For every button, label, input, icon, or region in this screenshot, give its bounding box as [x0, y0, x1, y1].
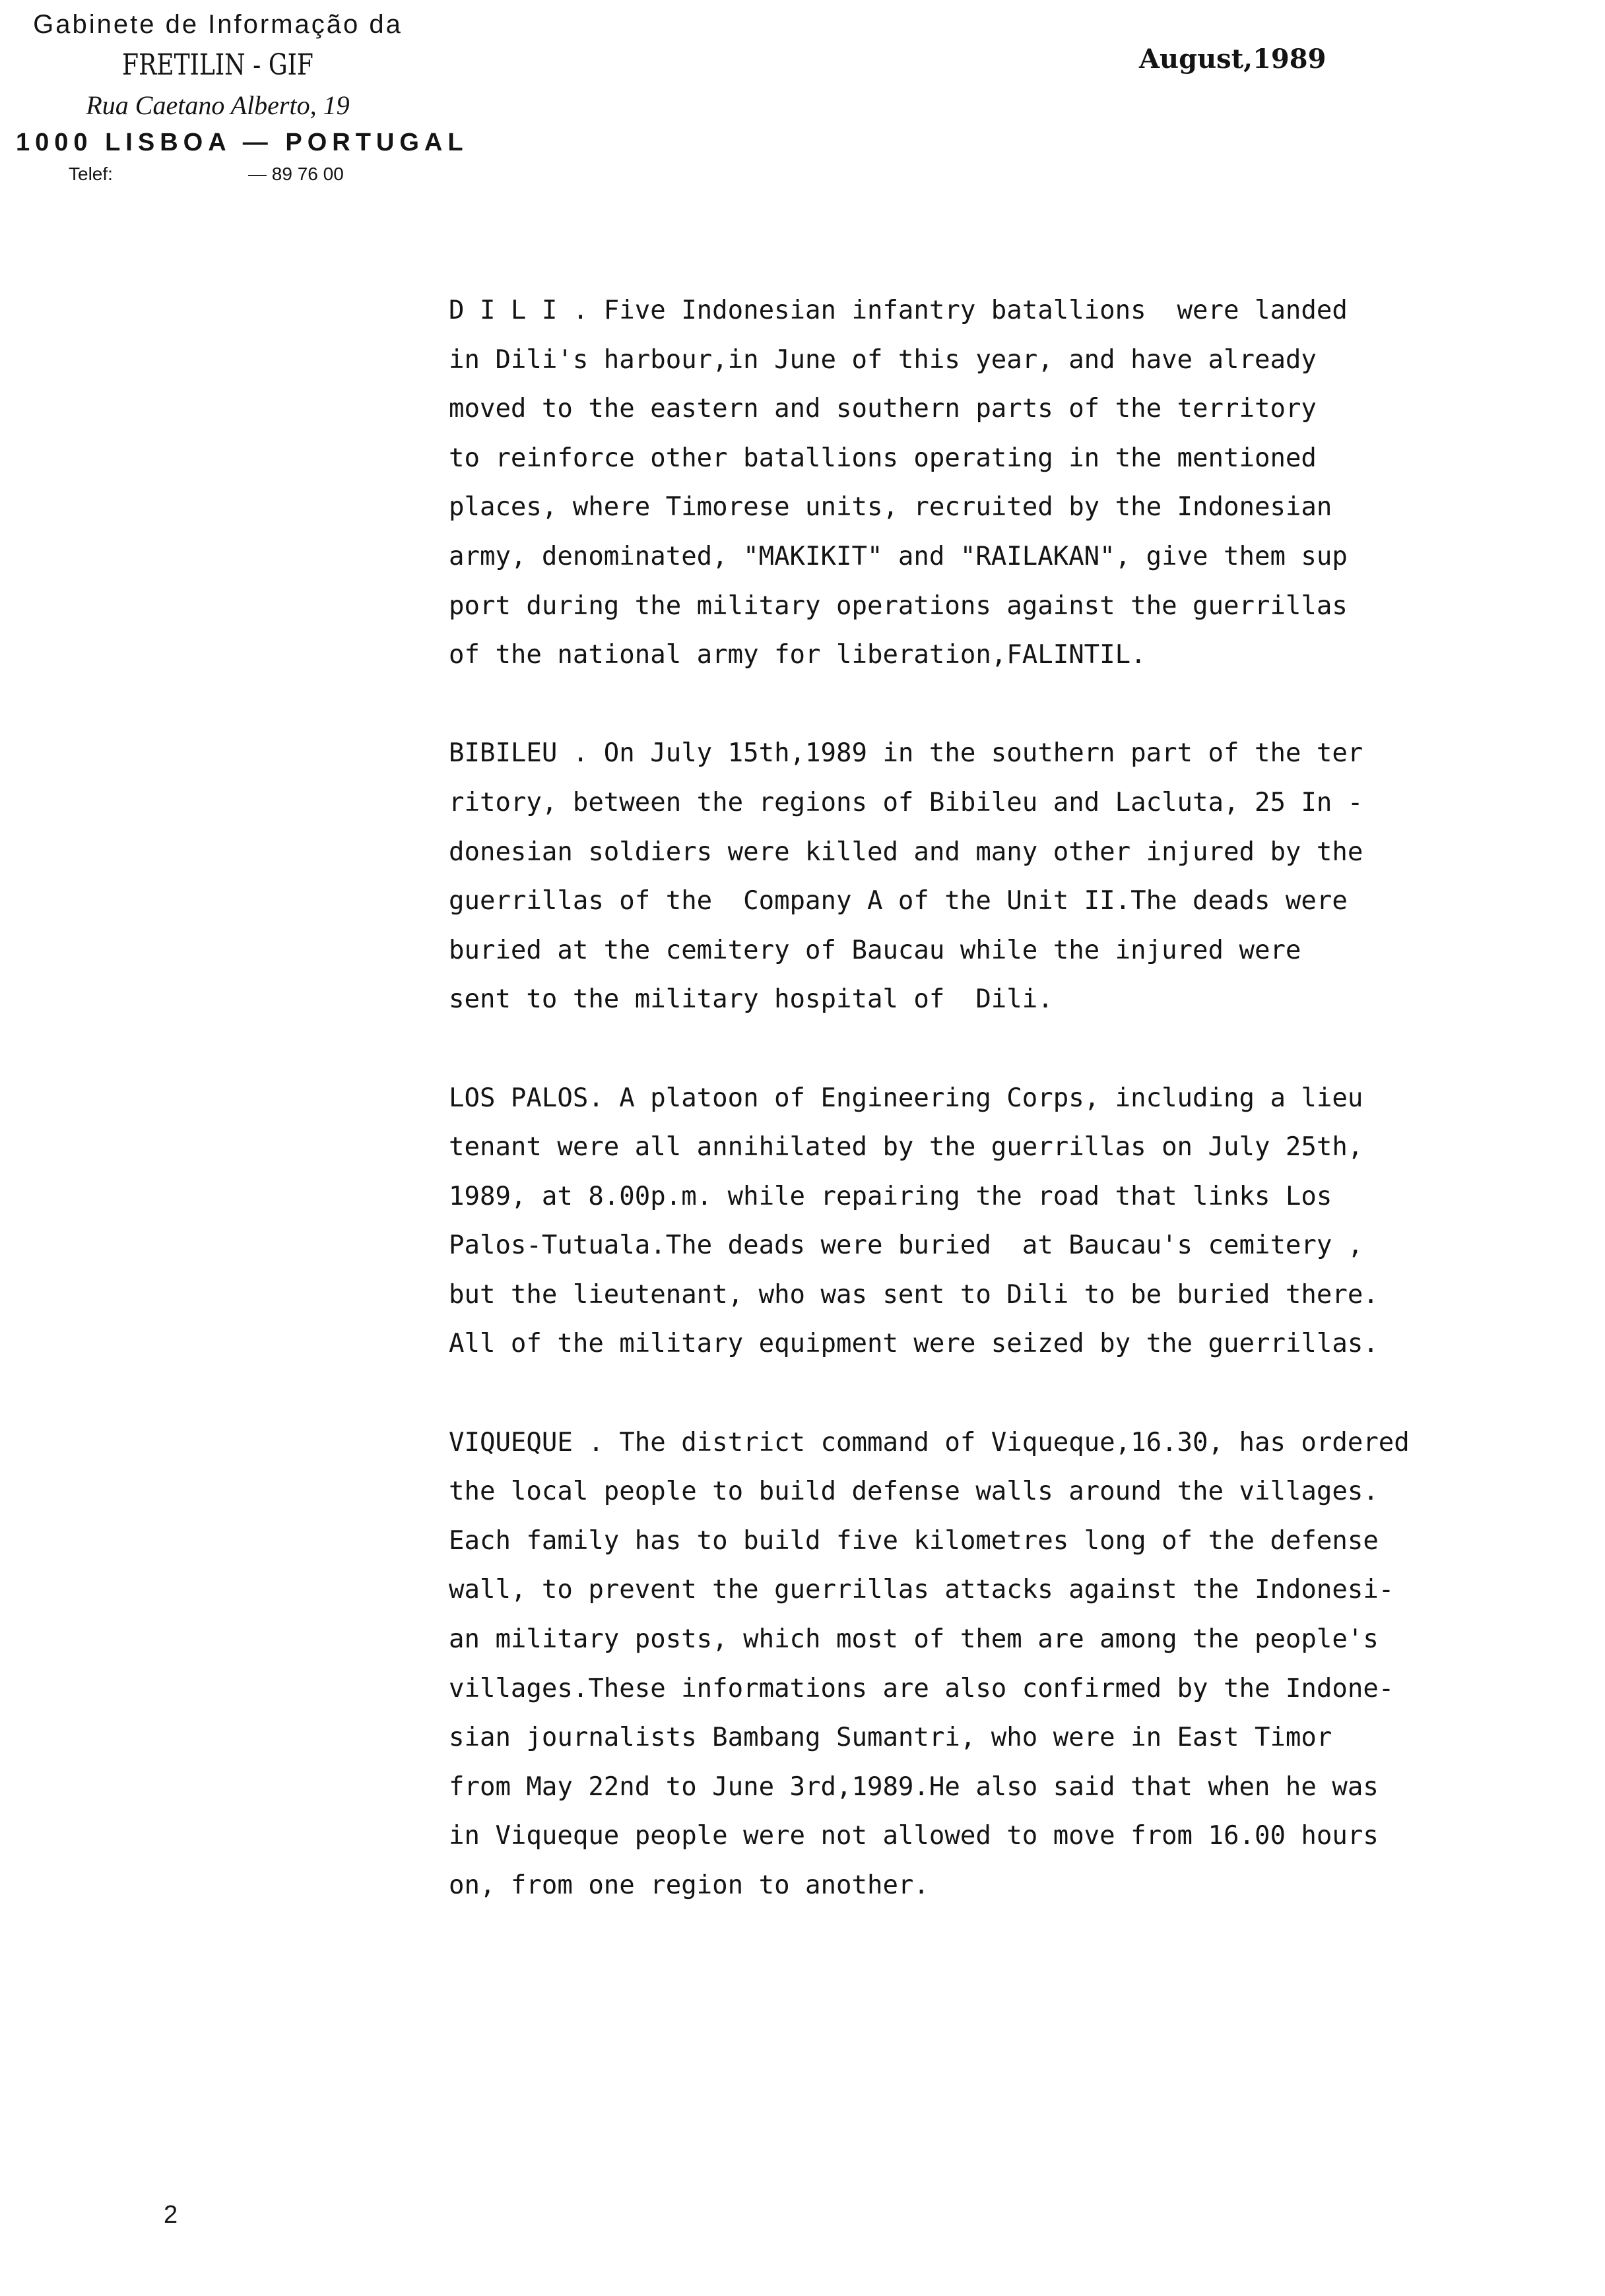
text-line: of the national army for liberation,FALINTIL.: [449, 640, 1146, 670]
text-line: VIQUEQUE . The district command of Viqueque,16.30, has ordered: [449, 1427, 1410, 1457]
paragraph-dili: [449, 286, 1544, 680]
text-line: ritory, between the regions of Bibileu and Lacluta, 25 In -: [449, 787, 1363, 817]
text-line: donesian soldiers were killed and many other injured by the: [449, 837, 1363, 867]
letterhead-stamp: [0, 5, 469, 191]
text-line: on, from one region to another.: [449, 1870, 929, 1900]
text-line: LOS PALOS. A platoon of Engineering Corps, including a lieu: [449, 1083, 1363, 1113]
paragraph-los-palos: [449, 1074, 1544, 1370]
text-line: tenant were all annihilated by the guerrillas on July 25th,: [449, 1132, 1363, 1163]
letterhead-street-address: Rua Caetano Alberto, 19: [86, 90, 350, 120]
text-line: Palos-Tutuala.The deads were buried at Baucau's cemitery ,: [449, 1230, 1363, 1261]
text-line: BIBILEU . On July 15th,1989 in the southern part of the ter: [449, 738, 1363, 769]
letterhead-organization-name: Gabinete de Informação da: [33, 10, 403, 39]
text-line: sent to the military hospital of Dili.: [449, 984, 1053, 1015]
letterhead-phone: [0, 161, 436, 191]
text-line: moved to the eastern and southern parts of the territory: [449, 394, 1317, 424]
text-line: port during the military operations against the guerrillas: [449, 590, 1348, 621]
text-line: an military posts, which most of them are among the people's: [449, 1624, 1379, 1655]
text-line: in Viqueque people were not allowed to move from 16.00 hours: [449, 1821, 1379, 1851]
document-body: [449, 286, 1544, 1960]
text-line: sian journalists Bambang Sumantri, who were in East Timor: [449, 1723, 1332, 1753]
phone-label: Telef:: [69, 164, 113, 184]
document-date: August,1989: [1139, 44, 1327, 75]
text-line: guerrillas of the Company A of the Unit II.The deads were: [449, 886, 1348, 916]
text-line: places, where Timorese units, recruited by the Indonesian: [449, 492, 1332, 523]
text-line: the local people to build defense walls around the villages.: [449, 1477, 1379, 1507]
text-line: D I L I . Five Indonesian infantry batallions were landed: [449, 296, 1348, 325]
phone-number: — 89 76 00: [248, 164, 344, 184]
paragraph-bibileu: [449, 729, 1544, 1025]
text-line: in Dili's harbour,in June of this year, and have already: [449, 344, 1317, 375]
text-line: buried at the cemitery of Baucau while the injured were: [449, 935, 1301, 965]
letterhead-city-country: 1000 LISBOA — PORTUGAL: [16, 129, 469, 156]
text-line: to reinforce other batallions operating in the mentioned: [449, 443, 1317, 473]
text-line: but the lieutenant, who was sent to Dili to be buried there.: [449, 1279, 1379, 1310]
text-line: All of the military equipment were seized by the guerrillas.: [449, 1329, 1379, 1359]
page-number: 2: [164, 2201, 178, 2229]
text-line: army, denominated, "MAKIKIT" and "RAILAKAN", give them sup: [449, 541, 1348, 571]
letterhead-acronym: FRETILIN - GIF: [122, 48, 313, 82]
paragraph-viqueque: [449, 1419, 1544, 1911]
text-line: Each family has to build five kilometres long of the defense: [449, 1525, 1379, 1556]
text-line: wall, to prevent the guerrillas attacks against the Indonesi-: [449, 1575, 1394, 1605]
text-line: from May 22nd to June 3rd,1989.He also said that when he was: [449, 1771, 1379, 1802]
text-line: villages.These informations are also confirmed by the Indone-: [449, 1673, 1394, 1704]
text-line: 1989, at 8.00p.m. while repairing the road that links Los: [449, 1181, 1332, 1211]
